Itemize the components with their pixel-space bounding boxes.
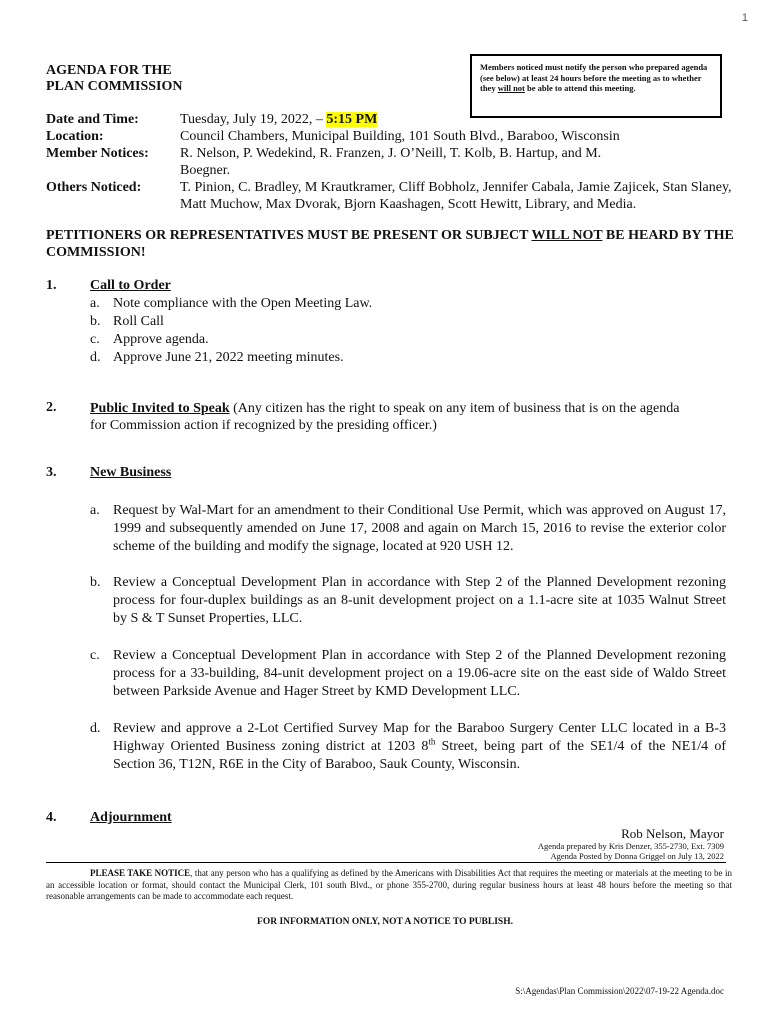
agenda-title-line2: PLAN COMMISSION — [46, 79, 183, 94]
section-3-title: New Business — [90, 465, 172, 480]
section-1-number: 1. — [46, 278, 57, 293]
warning-underlined: WILL NOT — [531, 228, 603, 243]
item-letter: a. — [90, 503, 100, 518]
date-time-value — [180, 111, 736, 128]
location-value: Council Chambers, Municipal Building, 101 South Blvd., Baraboo, Wisconsin — [180, 129, 620, 144]
ada-notice — [46, 868, 732, 903]
list-item — [90, 502, 726, 556]
ordinal-suffix: th — [428, 736, 436, 747]
member-notices-value: R. Nelson, P. Wedekind, R. Franzen, J. O’Neill, T. Kolb, B. Hartup, and M. Boegner. — [180, 146, 602, 178]
item-text: Request by Wal-Mart for an amendment to their Conditional Use Permit, which was approved on August 17, 1999 and subsequently amended on June 17, 2008 and again on March 15, 2016 to revise the exterior color scheme of the building and modify the signage, located at 920 USH 12. — [113, 503, 726, 554]
prepared-by: Agenda prepared by Kris Denzer, 355-2730, Ext. 7309 — [537, 841, 724, 851]
agenda-title-line1: AGENDA FOR THE — [46, 63, 172, 78]
section-3-item-c — [90, 647, 726, 701]
member-notices-label: Member Notices: — [46, 146, 149, 161]
date-value: Tuesday, July 19, 2022, – — [180, 112, 327, 127]
section-3-number: 3. — [46, 465, 57, 480]
list-item — [90, 295, 726, 313]
footer-divider — [46, 862, 726, 863]
item-letter: b. — [90, 314, 101, 329]
item-text-after: Street, being part of the SE1/4 of the NE1/4 of Section 36, T12N, R6E in the City of Baraboo, Sauk County, Wisconsin. — [113, 739, 727, 772]
list-item — [90, 313, 726, 331]
item-text: Review a Conceptual Development Plan in accordance with Step 2 of the Planned Development rezoning process for four-duplex buildings as an 8-unit development project on a 1.1-acre site at 1035 Walnut Street by S & T Sunset Properties, LLC. — [113, 575, 726, 626]
warning-before: PETITIONERS OR REPRESENTATIVES MUST BE PRESENT OR SUBJECT — [46, 228, 532, 243]
agenda-title — [46, 63, 183, 95]
list-item — [90, 720, 726, 774]
item-text: Approve June 21, 2022 meeting minutes. — [113, 350, 344, 365]
location-label: Location: — [46, 129, 104, 144]
section-3-item-d — [90, 720, 726, 774]
item-text — [113, 720, 726, 774]
warning-after: BE HEARD BY THE COMMISSION! — [46, 228, 734, 260]
list-item — [90, 331, 726, 349]
item-text: Roll Call — [113, 314, 164, 329]
section-1-items — [90, 295, 726, 367]
item-letter: b. — [90, 575, 101, 590]
notice-underlined: will not — [497, 83, 525, 93]
member-notice-box — [470, 54, 722, 118]
section-2-text: (Any citizen has the right to speak on any item of business that is on the agenda for Commission action if recognized by the presiding officer.) — [90, 401, 680, 433]
section-2-title: Public Invited to Speak — [90, 401, 230, 416]
list-item — [90, 349, 726, 367]
others-noticed-row — [46, 179, 736, 213]
posted-by: Agenda Posted by Donna Griggel on July 13, 2022 — [550, 851, 724, 861]
list-item — [90, 574, 726, 628]
info-only-line: FOR INFORMATION ONLY, NOT A NOTICE TO PUBLISH. — [257, 917, 513, 927]
page-number: 1 — [741, 12, 748, 24]
item-text: Approve agenda. — [113, 332, 209, 347]
item-text: Note compliance with the Open Meeting Law. — [113, 296, 373, 311]
member-notices-row — [46, 145, 736, 179]
others-noticed-label: Others Noticed: — [46, 180, 142, 195]
item-letter: d. — [90, 721, 101, 736]
ada-notice-text: , that any person who has a qualifying as defined by the Americans with Disabilities Act that requires the meeting or materials at the meeting to be in an accessible location or format, should contact the Municipal Clerk, 101 south Blvd., or phone 355-2700, during regular business hours at least 48 hours before the meeting so that reasonable arrangements can be made to accommodate each request. — [46, 868, 732, 901]
notice-text-before: Members noticed must notify the person who prepared agenda (see below) at least 24 hours before the meeting as to whether they — [480, 62, 708, 93]
petitioners-warning — [46, 227, 736, 261]
item-text-before: Review and approve a 2-Lot Certified Survey Map for the Baraboo Surgery Center LLC located in a B-3 Highway Oriented Business zoning district at 1203 8 — [113, 721, 726, 754]
time-highlight: 5:15 PM — [326, 112, 378, 127]
section-2-number: 2. — [46, 400, 57, 415]
location-row — [46, 128, 736, 145]
mayor-signature: Rob Nelson, Mayor — [621, 826, 724, 841]
file-path: S:\Agendas\Plan Commission\2022\07-19-22 Agenda.doc — [515, 986, 724, 996]
preparation-info — [538, 841, 724, 861]
item-letter: a. — [90, 296, 100, 311]
section-2-paragraph — [90, 400, 690, 434]
others-noticed-value: T. Pinion, C. Bradley, M Krautkramer, Cliff Bobholz, Jennifer Cabala, Jamie Zajicek, Stan Slaney, Matt Muchow, Max Dvorak, Bjorn Kaashagen, Scott Hewitt, Library, and Media. — [180, 180, 732, 212]
section-1-title: Call to Order — [90, 278, 171, 293]
item-letter: c. — [90, 648, 100, 663]
item-letter: d. — [90, 350, 101, 365]
notice-text-after: be able to attend this meeting. — [524, 83, 636, 93]
date-time-label: Date and Time: — [46, 112, 139, 127]
ada-notice-bold: PLEASE TAKE NOTICE — [90, 868, 191, 878]
section-3-item-b — [90, 574, 726, 628]
section-3-item-a — [90, 502, 726, 556]
meeting-header — [46, 111, 736, 213]
item-text: Review a Conceptual Development Plan in accordance with Step 2 of the Planned Development rezoning process for a 33-building, 84-unit development project on a 19.06-acre site on the east side of Waldo Street between Parkside Avenue and Hager Street by KMD Development LLC. — [113, 648, 726, 699]
section-4-title: Adjournment — [90, 810, 172, 825]
item-letter: c. — [90, 332, 100, 347]
date-time-row — [46, 111, 736, 128]
section-4-number: 4. — [46, 810, 57, 825]
list-item — [90, 647, 726, 701]
